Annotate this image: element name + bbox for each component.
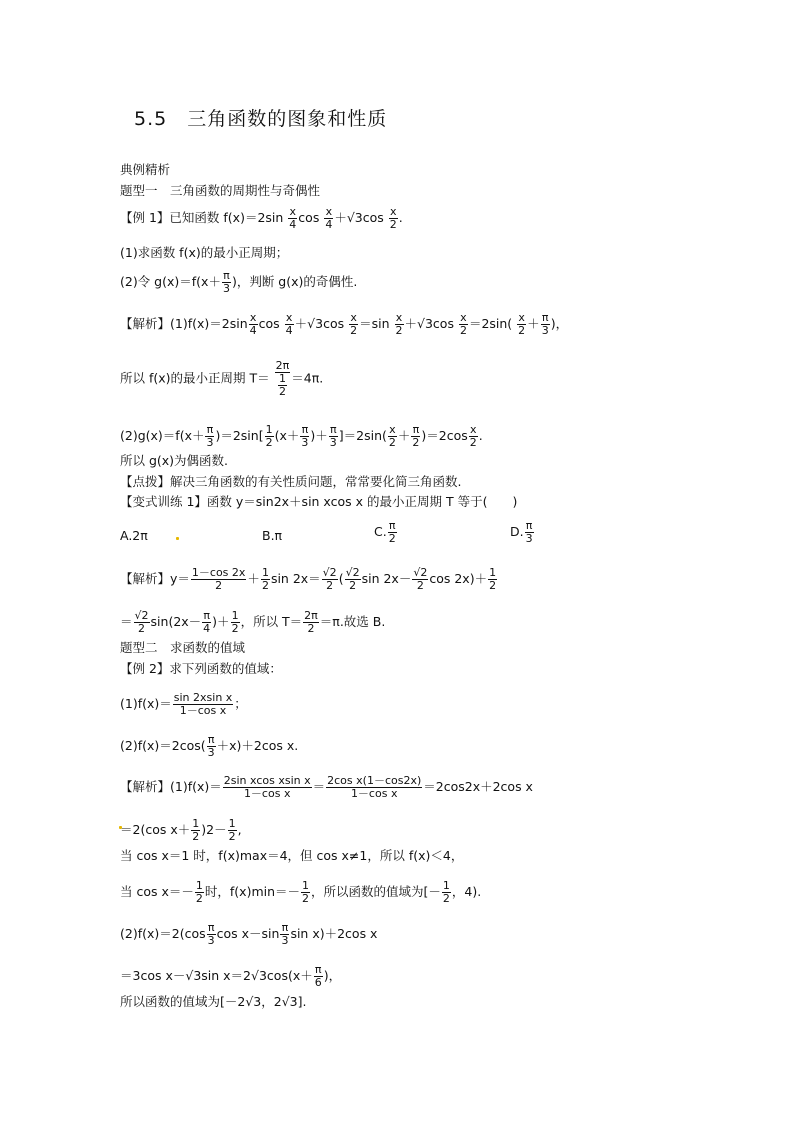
example-1-question-2: (2)令 g(x)＝f(x＋ $\frac{\pi}{3}$ )，判断 g(x)的奇偶性. (120, 269, 358, 295)
variant-1-solution-line-2: ＝ $\frac{√2}{2}$ sin(2x－ $\frac{\pi}{4}$ )＋ $\frac{1}{2}$ ，所以 T＝ $\frac{2\pi}{2}$ ＝π.故选 B. (120, 609, 386, 635)
section-heading: 典例精析 (120, 162, 171, 177)
solution-2-line-6: ＝3cos x－√3sin x＝2√3cos(x＋ $\frac{\pi}{6}$ )， (120, 963, 342, 989)
variant-1-solution-line-1: 【解析】y＝ $\frac{1-\cos 2x}{2}$ ＋ $\frac{1}{2}$ sin 2x＝ $\frac{√2}{2}$ ( $\frac{√2}{2}$ sin 2x－ $\frac{√2}{2}$ cos 2x)＋ $\frac{1}{2}$ (120, 566, 497, 592)
example-2-question-2: (2)f(x)＝2cos( $\frac{\pi}{3}$ ＋x)＋2cos x. (120, 733, 299, 759)
topic-heading-1: 题型一 三角函数的周期性与奇偶性 (120, 183, 321, 198)
stray-dot (176, 537, 179, 540)
solution-1-line-4: 所以 g(x)为偶函数. (120, 453, 229, 468)
example-2-question-1: (1)f(x)＝ $\frac{\text{sin 2xsin x}}{\text{1－cos x}}$ ； (120, 691, 247, 717)
example-2-statement: 【例 2】求下列函数的值域： (120, 661, 282, 676)
example-1-statement: 【例 1】已知函数 f(x)＝2sin $\frac{x}{4}$ cos $\frac{x}{4}$ ＋√3cos $\frac{x}{2}$ . (120, 205, 403, 231)
option-a: A.2π (120, 528, 148, 543)
page-title: 5.5 三角函数的图象和性质 (134, 108, 388, 130)
option-d: D. $\frac{\pi}{3}$ (510, 519, 533, 545)
variant-1-statement: 【变式训练 1】函数 y＝sin2x＋sin xcos x 的最小正周期 T 等于( ) (120, 494, 518, 509)
solution-2-line-5: (2)f(x)＝2(cos $\frac{\pi}{3}$ cos x－sin $\frac{\pi}{3}$ sin x)＋2cos x (120, 921, 378, 947)
solution-1-line-1: 【解析】(1)f(x)＝2sin $\frac{x}{4}$ cos $\frac{x}{4}$ ＋√3cos $\frac{x}{2}$ ＝sin $\frac{x}{2}$ ＋√3cos $\frac{x}{2}$ ＝2sin( $\frac{x}{2}$ ＋ $\frac{\pi}{3}$ )， (120, 311, 569, 337)
option-b: B.π (262, 528, 283, 543)
topic-heading-2: 题型二 求函数的值域 (120, 640, 246, 655)
tip-line: 【点拨】解决三角函数的有关性质问题，常常要化简三角函数. (120, 474, 462, 489)
solution-2-line-2: ＝2(cos x＋ $\frac{1}{2}$ )2－ $\frac{1}{2}$ , (120, 817, 242, 843)
example-1-question-1: (1)求函数 f(x)的最小正周期； (120, 245, 289, 260)
solution-1-line-3: (2)g(x)＝f(x＋ $\frac{\pi}{3}$ )＝2sin[ $\frac{1}{2}$ (x＋ $\frac{\pi}{3}$ )＋ $\frac{\pi}{3}$ ]＝2sin( $\frac{x}{2}$ ＋ $\frac{\pi}{2}$ )＝2cos $\frac{x}{2}$ . (120, 423, 483, 449)
solution-2-line-1: 【解析】(1)f(x)＝ $\frac{\text{2sin xcos xsin x}}{\text{1－cos x}}$ ＝ $\frac{\text{2cos x(1－cos2x)}}{\text{1－cos x}}$ ＝2cos2x＋2cos x (120, 774, 533, 800)
solution-2-line-3: 当 cos x＝1 时，f(x)max＝4，但 cos x≠1，所以 f(x)＜4， (120, 848, 464, 863)
solution-2-line-4: 当 cos x＝－ $\frac{1}{2}$ 时，f(x)min＝－ $\frac{1}{2}$ ，所以函数的值域为[－ $\frac{1}{2}$ ，4). (120, 879, 482, 905)
option-c: C. $\frac{\pi}{2}$ (374, 519, 396, 545)
solution-2-line-7: 所以函数的值域为[－2√3，2√3]. (120, 994, 307, 1009)
solution-1-line-2: 所以 f(x)的最小正周期 T＝ $\frac{2\pi}{\frac{1}{2}}$ ＝4π. (120, 359, 324, 398)
